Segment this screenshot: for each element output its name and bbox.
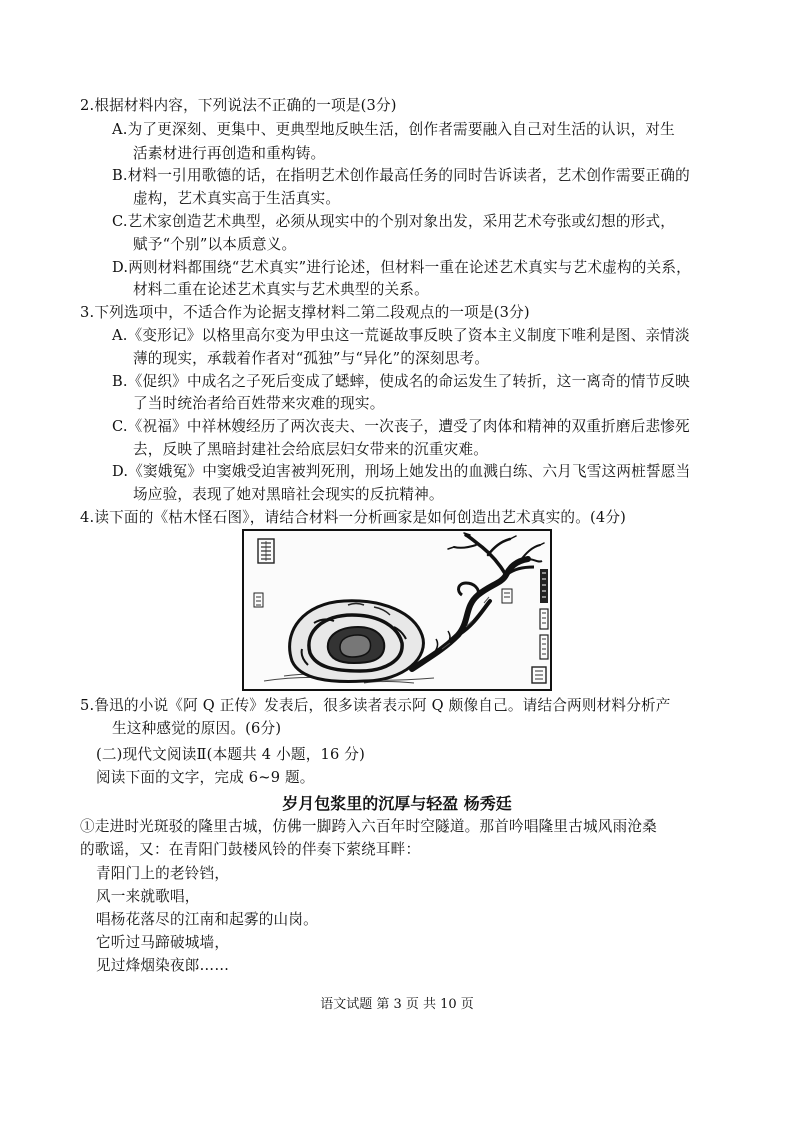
q2-option-d: D.两则材料都围绕“艺术真实”进行论述，但材料一重在论述艺术真实与艺术虚构的关系， <box>112 259 691 276</box>
q2-option-a-cont: 活素材进行再创造和重构铸。 <box>133 145 326 162</box>
article-title: 岁月包浆里的沉厚与轻盈 杨秀廷 <box>282 794 512 813</box>
section-heading: (二)现代文阅读Ⅱ(本题共 4 小题，16 分) <box>96 746 365 763</box>
q3-option-c: C.《祝福》中祥林嫂经历了两次丧夫、一次丧子，遭受了肉体和精神的双重折磨后悲惨死 <box>112 418 690 435</box>
poem-line: 青阳门上的老铃铛， <box>96 865 230 882</box>
q2-option-d-cont: 材料二重在论述艺术真实与艺术典型的关系。 <box>133 281 429 298</box>
article-paragraph-1-cont: 的歌谣，又：在青阳门鼓楼风铃的伴奏下萦绕耳畔： <box>80 841 421 858</box>
seal-stamp-right-2 <box>540 609 548 629</box>
q3-option-c-cont: 去，反映了黑暗封建社会给底层妇女带来的沉重灾难。 <box>133 441 489 458</box>
painting-withered-tree-and-rock <box>242 529 552 691</box>
q2-option-a: A.为了更深刻、更集中、更典型地反映生活，创作者需要融入自己对生活的认识，对生 <box>112 121 675 138</box>
q3-option-d-cont: 场应验，表现了她对黑暗社会现实的反抗精神。 <box>133 486 444 503</box>
q2-option-b-cont: 虚构，艺术真实高于生活真实。 <box>133 190 341 207</box>
q3-option-b: B.《促织》中成名之子死后变成了蟋蟀，使成名的命运发生了转折，这一离奇的情节反映 <box>112 373 690 390</box>
seal-stamp-right-1 <box>540 569 548 603</box>
seal-stamp-mid-left <box>254 593 263 607</box>
q2-option-c-cont: 赋予“个别”以本质意义。 <box>133 236 297 253</box>
seal-stamp-top-left <box>258 539 274 563</box>
poem-line: 唱杨花落尽的江南和起雾的山岗。 <box>96 911 318 928</box>
q5-stem-cont: 生这种感觉的原因。(6分) <box>112 720 282 737</box>
article-paragraph-1: ①走进时光斑驳的隆里古城，仿佛一脚跨入六百年时空隧道。那首吟唱隆里古城风雨沧桑 <box>80 818 657 835</box>
q3-option-d: D.《窦娥冤》中窦娥受迫害被判死刑，刑场上她发出的血溅白练、六月飞雪这两桩誓愿当 <box>112 463 691 480</box>
poem-line: 见过烽烟染夜郎…… <box>96 957 230 974</box>
seal-stamp-small-right <box>502 589 512 603</box>
q3-option-a: A.《变形记》以格里高尔变为甲虫这一荒诞故事反映了资本主义制度下唯利是图、亲情淡 <box>112 327 690 344</box>
poem-line: 它听过马蹄破城墙， <box>96 934 230 951</box>
q2-option-b: B.材料一引用歌德的话，在指明艺术创作最高任务的同时告诉读者，艺术创作需要正确的 <box>112 167 690 184</box>
q3-option-a-cont: 薄的现实，承载着作者对“孤独”与“异化”的深刻思考。 <box>133 350 490 367</box>
seal-stamp-bottom-right <box>532 667 546 683</box>
seal-stamp-right-3 <box>540 635 548 659</box>
q2-stem: 2.根据材料内容，下列说法不正确的一项是(3分) <box>80 97 397 114</box>
q3-stem: 3.下列选项中，不适合作为论据支撑材料二第二段观点的一项是(3分) <box>80 304 530 321</box>
painting-illustration <box>244 531 550 689</box>
section-instruction: 阅读下面的文字，完成 6~9 题。 <box>96 769 315 786</box>
q4-stem: 4.读下面的《枯木怪石图》，请结合材料一分析画家是如何创造出艺术真实的。(4分) <box>80 509 627 526</box>
poem-line: 风一来就歌唱， <box>96 888 200 905</box>
withered-tree <box>412 533 544 669</box>
q5-stem: 5.鲁迅的小说《阿 Q 正传》发表后，很多读者表示阿 Q 颇像自己。请结合两则材料分析产 <box>80 697 671 714</box>
q3-option-b-cont: 了当时统治者给百姓带来灾难的现实。 <box>133 395 385 412</box>
strange-rock <box>290 601 424 682</box>
page-footer: 语文试题 第 3 页 共 10 页 <box>320 997 474 1012</box>
q2-option-c: C.艺术家创造艺术典型，必须从现实中的个别对象出发，采用艺术夸张或幻想的形式， <box>112 213 676 230</box>
